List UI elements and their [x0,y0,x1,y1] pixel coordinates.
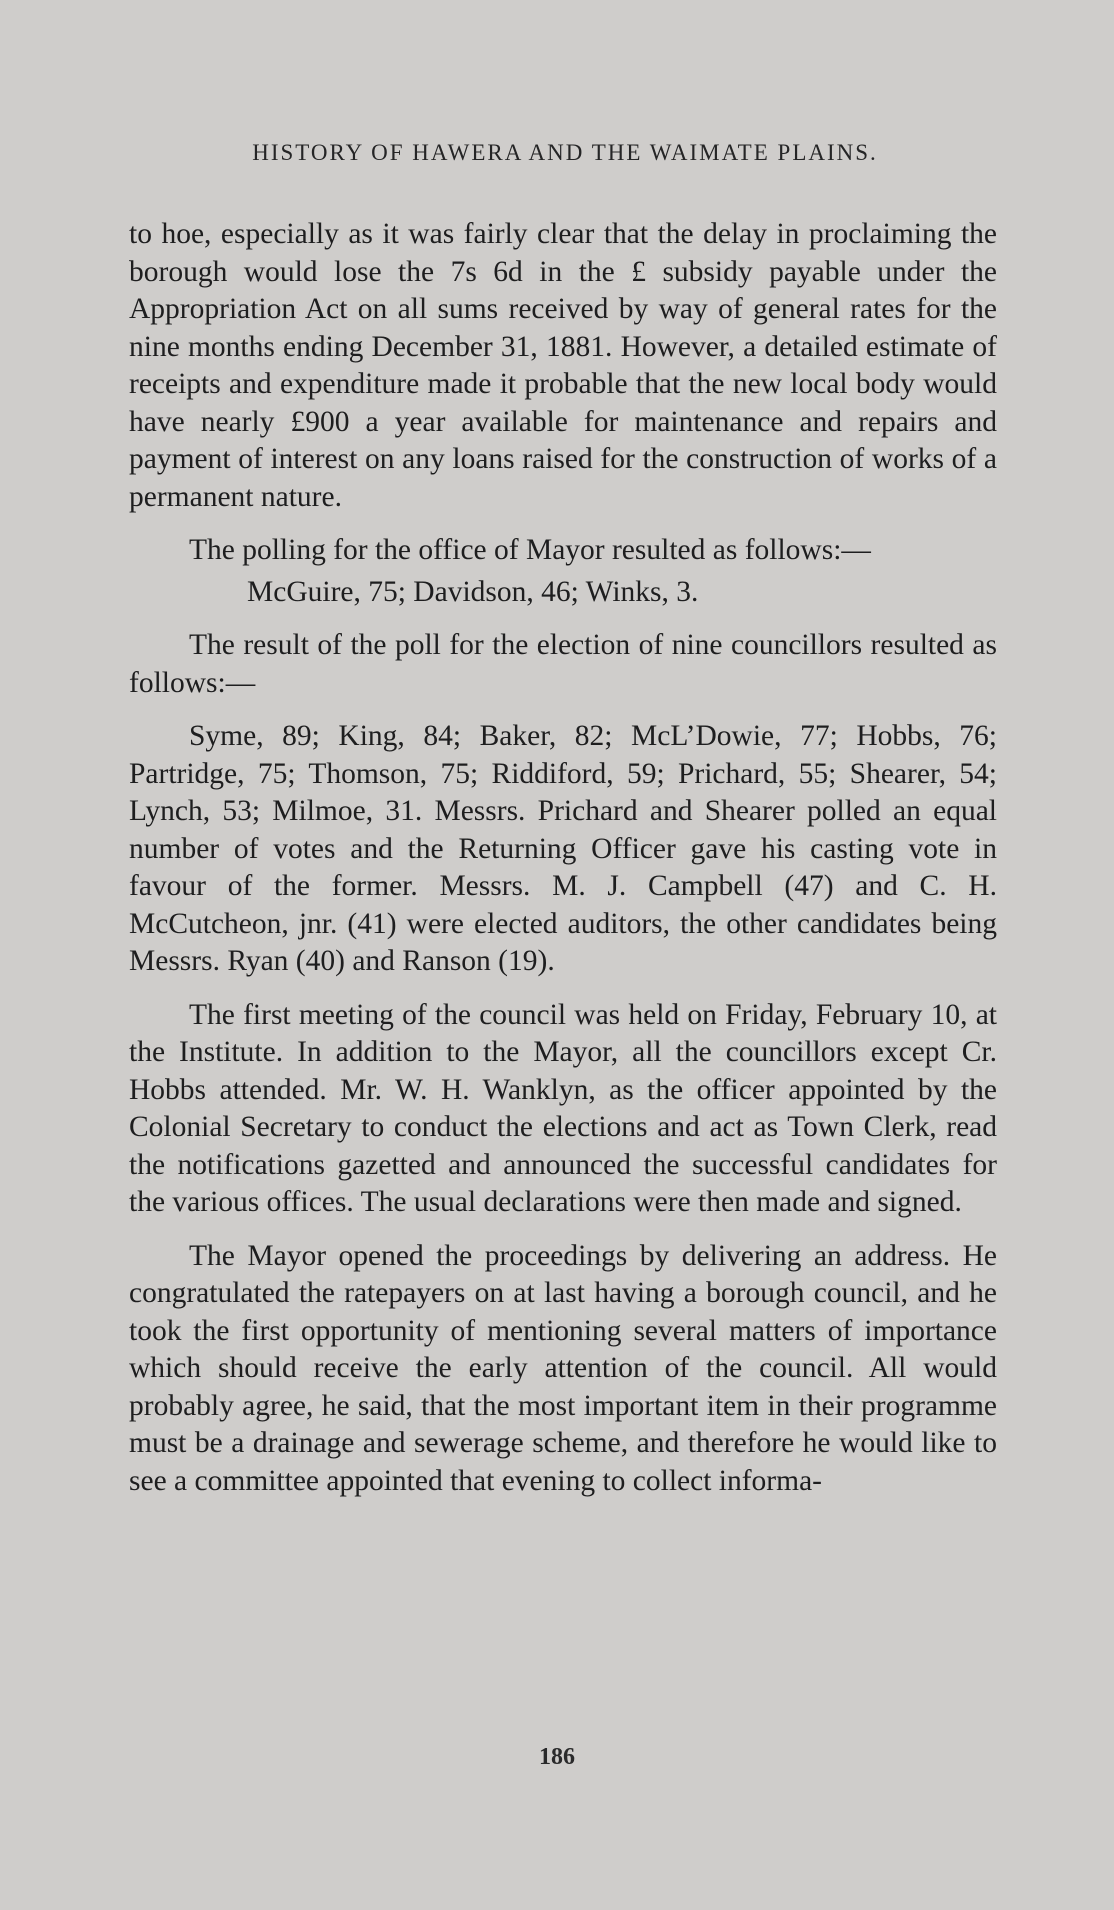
paragraph-mayor-address: The Mayor opened the proceedings by delivering an address. He congratulated the ratepayers on at last having a borough council, and he took the first opportunity of mentioning several matters of importance which should receive the early attention of the council. All would probably agree, he said, that the most important item in their programme must be a drainage and sewerage scheme, and therefore he would like to see a committee appointed that evening to collect informa- [129,1239,997,1497]
running-header: HISTORY OF HAWERA AND THE WAIMATE PLAINS. [252,140,878,165]
paragraph-council-results: Syme, 89; King, 84; Baker, 82; McL’Dowie, 77; Hobbs, 76; Partridge, 75; Thomson, 75; Riddiford, 59; Prichard, 55; Shearer, 54; Lynch, 53; Milmoe, 31. Messrs. Prichard and Shearer polled an equal number of votes and the Returning Officer gave his casting vote in favour of the former. Messrs. M. J. Campbell (47) and C. H. McCutcheon, jnr. (41) were elected auditors, the other candidates being Messrs. Ryan (40) and Ranson (19). [129,720,997,977]
body-text [129,216,997,1516]
paragraph-mayor-results: McGuire, 75; Davidson, 46; Winks, 3. [247,575,699,608]
paragraph-mayor-poll-intro: The polling for the office of Mayor resulted as follows:— [189,534,871,566]
paragraph-first-meeting: The first meeting of the council was held on Friday, February 10, at the Institute. In addition to the Mayor, all the councillors except Cr. Hobbs attended. Mr. W. H. Wanklyn, as the officer appointed by the Colonial Secretary to conduct the elections and act as Town Clerk, read the notifications gazetted and announced the successful candidates for the various offices. The usual declarations were then made and signed. [129,998,997,1218]
page-number: 186 [539,1744,575,1770]
paragraph-council-poll-intro: The result of the poll for the election of nine councillors resulted as follows:— [129,629,997,699]
paragraph-continuation: to hoe, especially as it was fairly clear that the delay in proclaiming the borough would lose the 7s 6d in the £ subsidy payable under the Appropriation Act on all sums received by way of general rates for the nine months ending December 31, 1881. However, a detailed estimate of receipts and expenditure made it probable that the new local body would have nearly £900 a year available for maintenance and repairs and payment of interest on any loans raised for the construction of works of a permanent nature. [129,218,997,513]
